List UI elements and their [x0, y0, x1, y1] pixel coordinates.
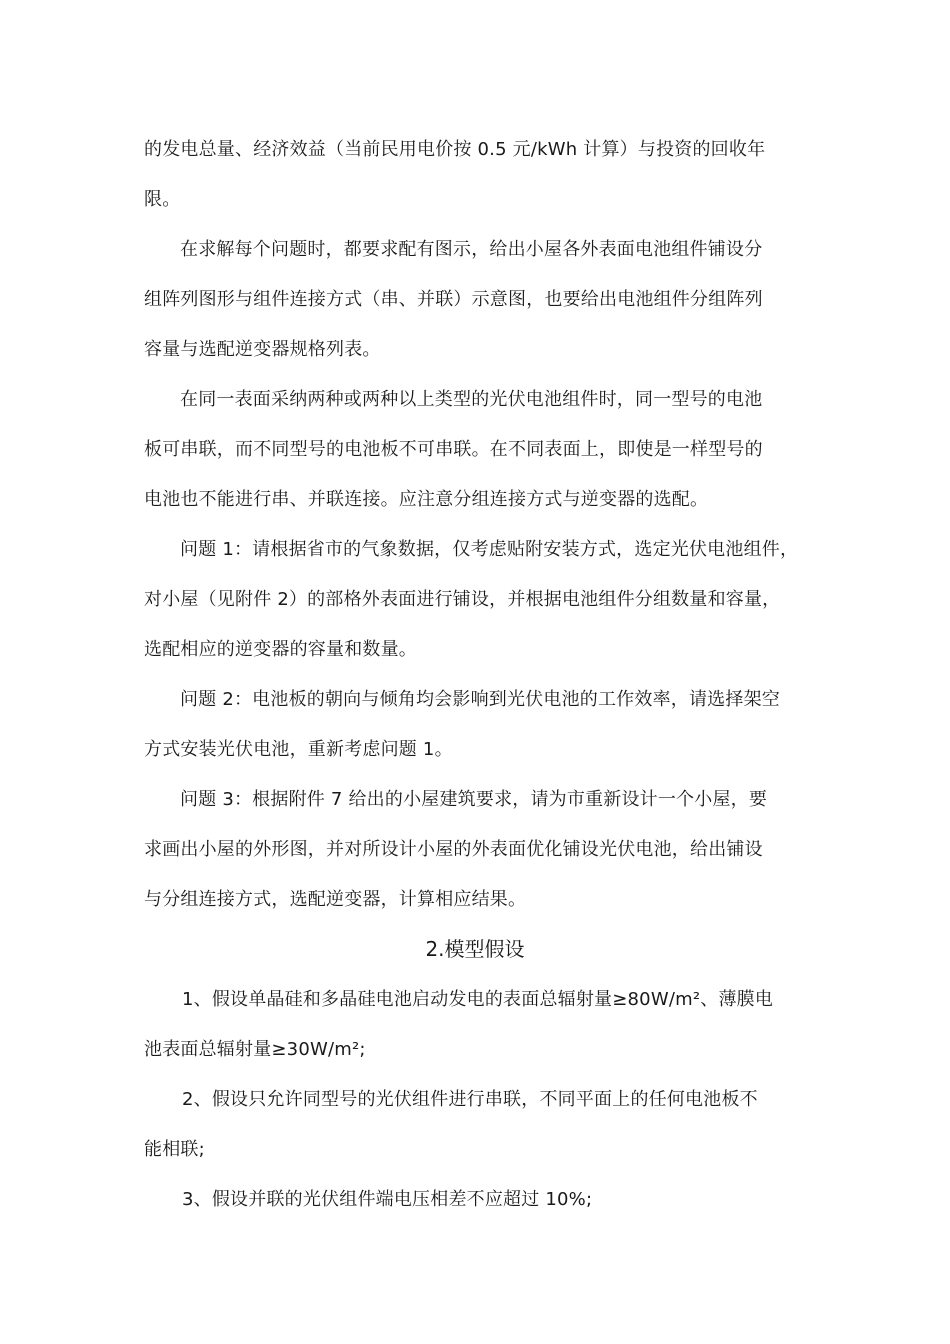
paragraph-line: 电池也不能进行串、并联连接。应注意分组连接方式与逆变器的选配。 — [144, 489, 709, 510]
paragraph-line: 问题 1：请根据省市的气象数据，仅考虑贴附安装方式，选定光伏电池组件， — [180, 539, 799, 560]
assumption-line: 能相联; — [144, 1139, 205, 1160]
paragraph-line: 对小屋（见附件 2）的部格外表面进行铺设，并根据电池组件分组数量和容量， — [144, 589, 781, 610]
assumption-line: 1、假设单晶硅和多晶硅电池启动发电的表面总辐射量≥80W/m²、薄膜电 — [182, 989, 774, 1010]
paragraph-line: 在同一表面采纳两种或两种以上类型的光伏电池组件时，同一型号的电池 — [180, 389, 763, 410]
paragraph-line: 组阵列图形与组件连接方式（串、并联）示意图，也要给出电池组件分组阵列 — [144, 289, 763, 310]
paragraph-line: 在求解每个问题时，都要求配有图示，给出小屋各外表面电池组件铺设分 — [180, 239, 763, 260]
paragraph-line: 与分组连接方式，选配逆变器，计算相应结果。 — [144, 889, 527, 910]
paragraph-line: 容量与选配逆变器规格列表。 — [144, 339, 381, 360]
paragraph-line: 板可串联，而不同型号的电池板不可串联。在不同表面上，即使是一样型号的 — [144, 439, 763, 460]
paragraph-line: 方式安装光伏电池，重新考虑问题 1。 — [144, 739, 453, 760]
paragraph-line: 选配相应的逆变器的容量和数量。 — [144, 639, 417, 660]
section-heading: 2.模型假设 — [425, 937, 525, 961]
assumption-line: 池表面总辐射量≥30W/m²; — [144, 1039, 366, 1060]
paragraph-line: 问题 3：根据附件 7 给出的小屋建筑要求，请为市重新设计一个小屋，要 — [180, 789, 768, 810]
paragraph-line: 的发电总量、经济效益（当前民用电价按 0.5 元/kWh 计算）与投资的回收年 — [144, 139, 766, 160]
paragraph-line: 求画出小屋的外形图，并对所设计小屋的外表面优化铺设光伏电池，给出铺设 — [144, 839, 763, 860]
paragraph-line: 限。 — [144, 189, 181, 210]
paragraph-line: 问题 2：电池板的朝向与倾角均会影响到光伏电池的工作效率，请选择架空 — [180, 689, 780, 710]
assumption-line: 2、假设只允许同型号的光伏组件进行串联，不同平面上的任何电池板不 — [182, 1089, 758, 1110]
assumption-line: 3、假设并联的光伏组件端电压相差不应超过 10%; — [182, 1189, 593, 1210]
